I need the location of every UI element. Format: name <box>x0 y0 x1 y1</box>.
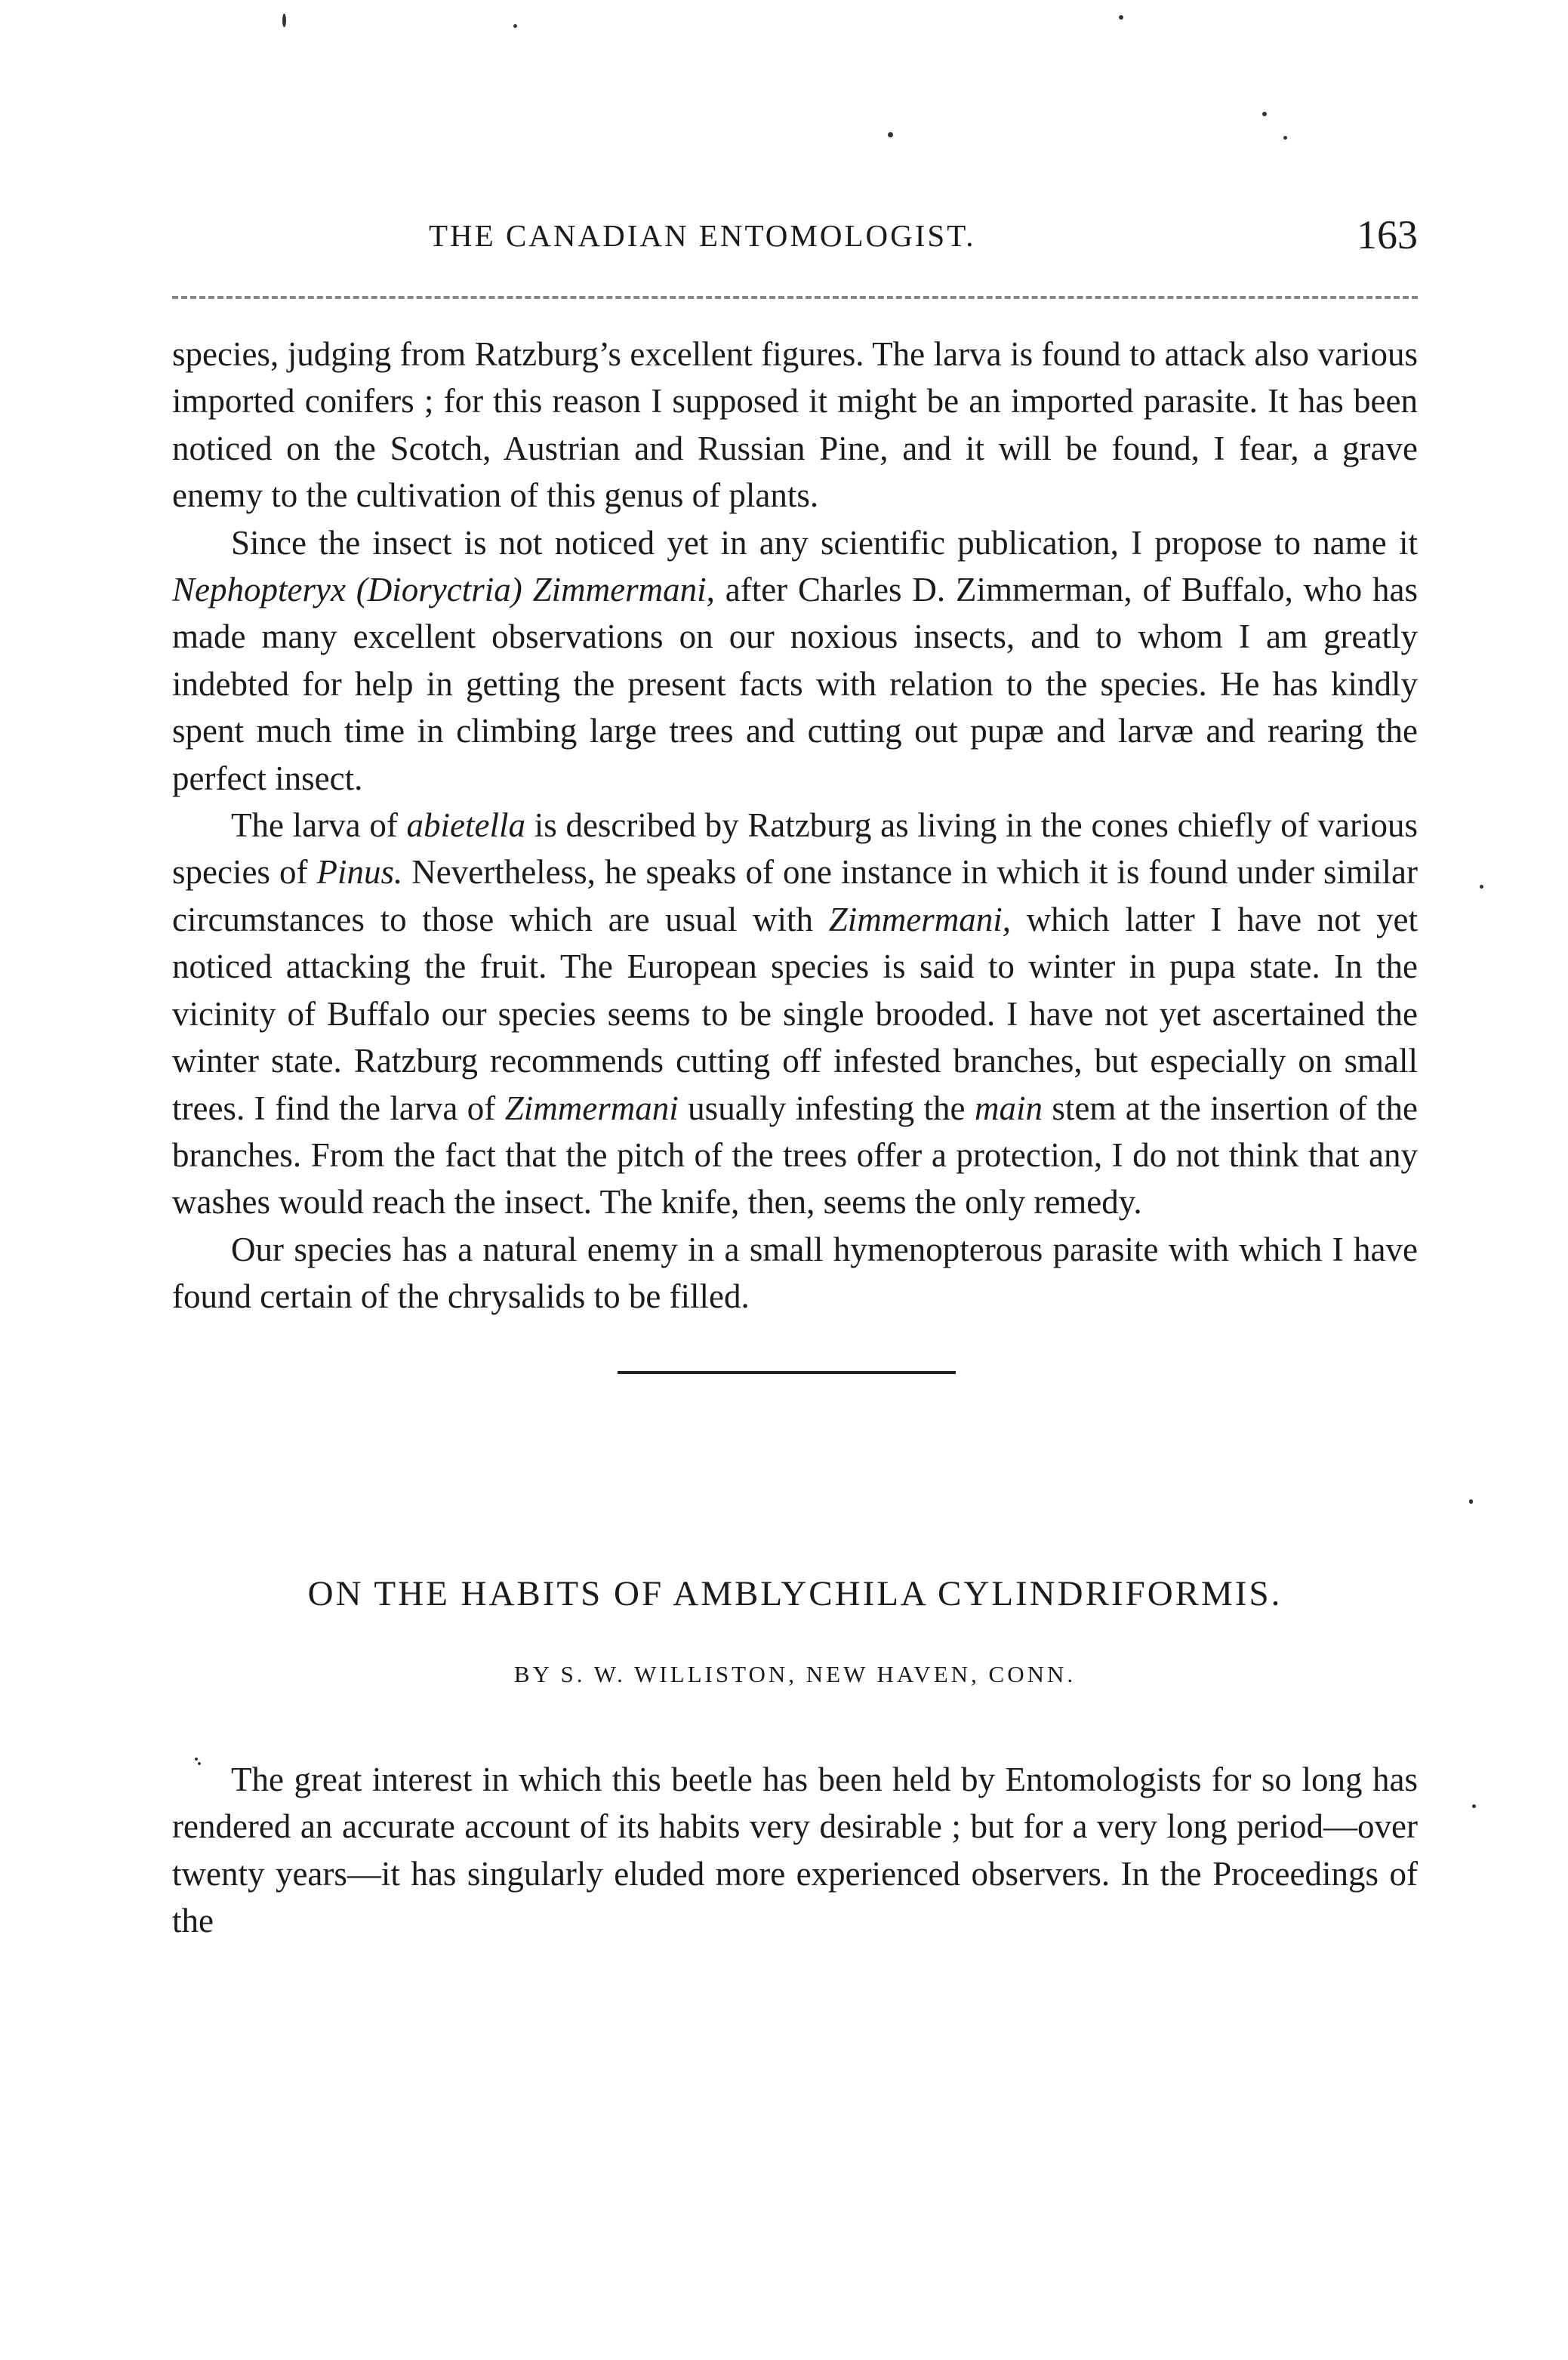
scan-speck <box>888 132 893 137</box>
genus-name: Pinus. <box>316 853 403 892</box>
new-article-body <box>172 1756 1418 1945</box>
species-name: Zimmermani, <box>828 900 1011 938</box>
scan-speck <box>1472 1804 1476 1808</box>
paragraph-text: Our species has a natural enemy in a small hymenopterous parasite with which I have found certain of the chrysalids to be filled. <box>172 1230 1418 1316</box>
emphasis: main <box>974 1089 1043 1127</box>
paragraph-text: is described by Ratzburg as living in the cones chiefly of various species of <box>172 806 1418 892</box>
paragraph-text: The great interest in which this beetle has been held by Entomologists for so long has rendered an accurate account of its habits very desirable ; but for a very long period—over twenty years—it has singularly eluded more experienced observers. In the Proceedings of the <box>172 1761 1418 1940</box>
continued-article-body <box>172 331 1418 1320</box>
scan-speck <box>1480 885 1483 889</box>
species-name: Zimmermani <box>504 1089 679 1127</box>
scan-speck <box>1283 136 1287 140</box>
species-name: Nephopteryx (Dioryctria) Zimmermani, <box>172 571 715 609</box>
paragraph-text: Nevertheless, he speaks of one instance in which it is found under similar circumstances to those which are usual with <box>172 853 1418 938</box>
paragraph <box>172 1226 1418 1320</box>
paragraph <box>172 802 1418 1226</box>
article-byline: BY S. W. WILLISTON, NEW HAVEN, CONN. <box>513 1661 1077 1687</box>
scan-speck <box>513 24 517 28</box>
scan-speck <box>282 14 286 27</box>
paragraph <box>172 1756 1418 1945</box>
paragraph-text: which latter I have not yet noticed attacking the fruit. The European species is said to winter in pupa state. In the vicinity of Buffalo our species seems to be single brooded. I have not yet ascertained the winter state. Ratzburg recommends cutting off infested branches, but especially on small trees. I find the larva of <box>172 900 1418 1127</box>
species-name: abietella <box>406 806 525 845</box>
scan-speck <box>1119 15 1123 20</box>
paragraph-text: species, judging from Ratzburg’s excellent figures. The larva is found to attack also various imported conifers ; for this reason I supposed it might be an imported parasite. It has been noticed on the Scotch, Austrian and Russian Pine, and it will be found, I fear, a grave enemy to the cultivation of this genus of plants. <box>172 335 1418 515</box>
running-head: THE CANADIAN ENTOMOLOGIST. <box>429 218 976 253</box>
page-header <box>172 212 1418 278</box>
paragraph-text: stem at the insertion of the branches. From the fact that the pitch of the trees offer a protection, I do not think that any washes would reach the insect. The knife, then, seems the only remedy. <box>172 1089 1418 1222</box>
paragraph <box>172 519 1418 802</box>
scan-speck <box>1262 112 1267 116</box>
section-divider <box>618 1371 956 1374</box>
paragraph-text: after Charles D. Zimmerman, of Buffalo, who has made many excellent observations on our noxious insects, and to whom I am greatly indebted for help in getting the present facts with relation to the species. He has kindly spent much time in climbing large trees and cutting out pupæ and larvæ and rearing the perfect insect. <box>172 571 1418 797</box>
paragraph <box>172 331 1418 519</box>
article-title: ON THE HABITS OF AMBLYCHILA CYLINDRIFORMIS. <box>307 1574 1283 1613</box>
header-rule <box>172 296 1418 299</box>
scan-speck <box>1469 1500 1473 1504</box>
page-number: 163 <box>1357 212 1418 257</box>
paragraph-text: The larva of <box>231 806 407 845</box>
paragraph-text: usually infesting the <box>678 1089 975 1127</box>
paragraph-text: Since the insect is not noticed yet in any scientific publication, I propose to name it <box>231 523 1418 562</box>
